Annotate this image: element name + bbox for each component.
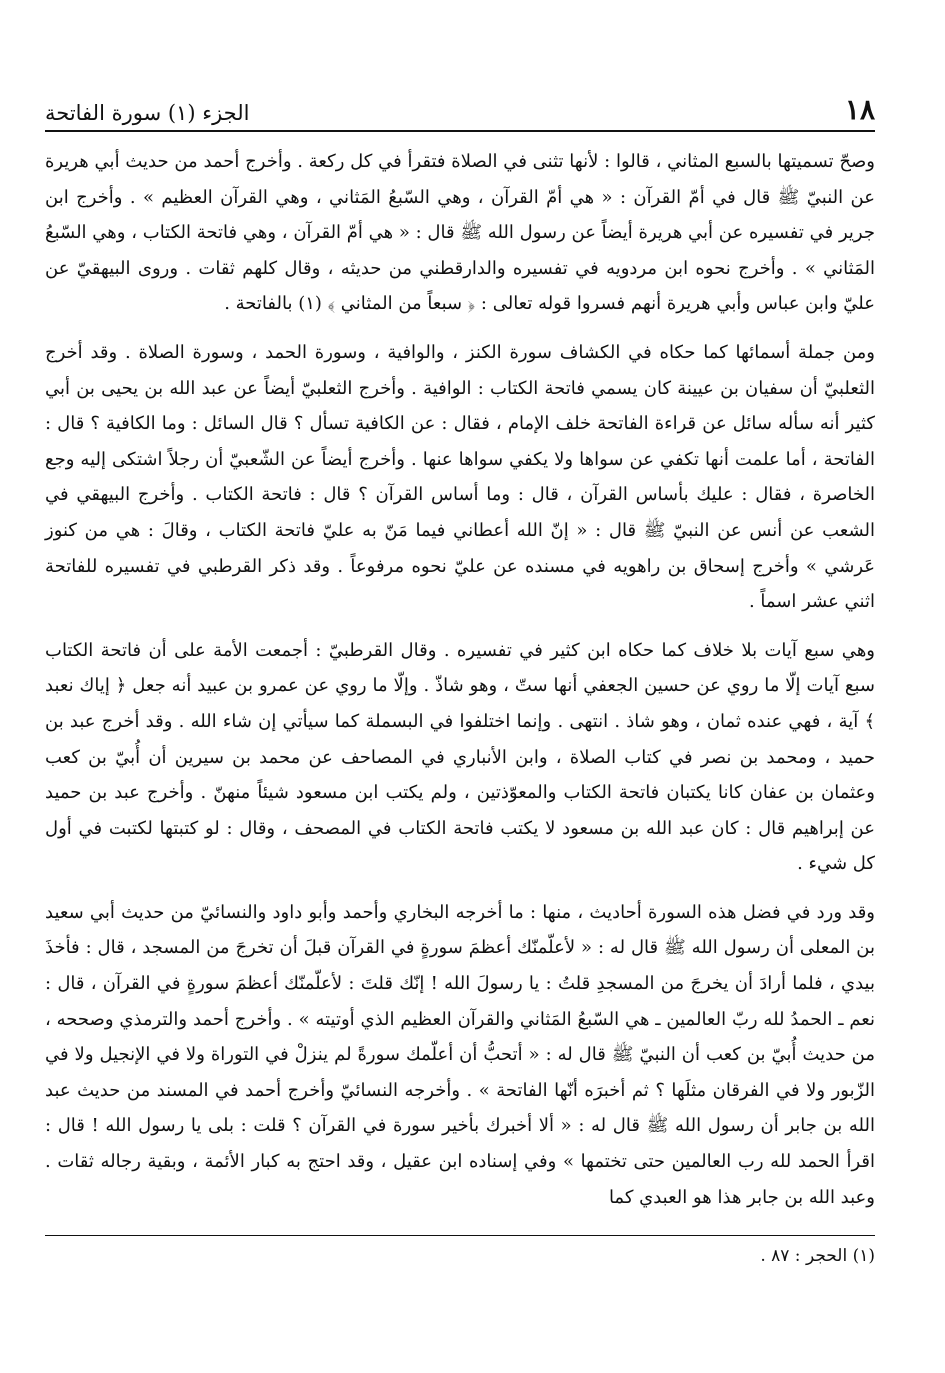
page-header (45, 82, 875, 132)
page-number: ١٨ (844, 93, 875, 126)
footnote: (١) الحجر : ٨٧ . (760, 1246, 875, 1266)
page-body (45, 132, 875, 1215)
running-title: الجزء (١) سورة الفاتحة (45, 101, 250, 125)
paragraph-virtues: وقد ورد في فضل هذه السورة أحاديث ، منها : ما أخرجه البخاري وأحمد وأبو داود والنسائيّ من حديث أبي سعيد بن المعلى أن رسول الله ﷺ قال له : « لأعلّمنّك أعظمَ سورةٍ في القرآن قبلَ أن تخرجَ من المسجد ، قال : فأخذَ بيدي ، فلما أرادَ أن يخرجَ من المسجدِ قلتُ : يا رسولَ الله ! إنّك قلتَ : لأعلّمنّك أعظمَ سورةٍ في القرآن ، قال : نعم ـ الحمدُ لله ربّ العالمين ـ هي السّبعُ المَثاني والقرآن العظيم الذي أوتيته » . وأخرج أحمد والترمذي وصححه ، من حديث أُبيّ بن كعب أن النبيّ ﷺ قال له : « أتحبُّ أن أعلّمك سورةً لم ينزلْ في التوراة ولا في الإنجيل ولا في الزّبور ولا في الفرقان مثلَها ؟ ثم أخبرَه أنّها الفاتحة » . وأخرجه النسائيّ وأخرج أحمد في المسند من حديث عبد الله بن جابر أن رسول الله ﷺ قال له : « ألا أخبرك بأخير سورة في القرآن ؟ قلت : بلى يا رسول الله ! قال : اقرأ الحمد لله رب العالمين حتى تختمها » وفي إسناده ابن عقيل ، وقد احتج به كبار الأئمة ، وبقية رجاله ثقات . وعبد الله بن جابر هذا هو العبدي كما (45, 901, 875, 1208)
paragraph-other-names: ومن جملة أسمائها كما حكاه في الكشاف سورة الكنز ، والوافية ، وسورة الحمد ، وسورة الصلاة . وقد أخرج الثعلبيّ أن سفيان بن عيينة كان يسمي فاتحة الكتاب : الوافية . وأخرج الثعلبيّ أيضاً عن عبد الله بن يحيى بن أبي كثير أنه سأله سائل عن قراءة الفاتحة خلف الإمام ، فقال : عن الكافية تسأل ؟ قال السائل : وما الكافية ؟ قال : الفاتحة ، أما علمت أنها تكفي عن سواها ولا يكفي سواها عنها . وأخرج أيضاً عن الشّعبيّ أن رجلاً اشتكى إليه وجع الخاصرة ، فقال : عليك بأساس القرآن ، قال : وما أساس القرآن ؟ قال : فاتحة الكتاب . وأخرج البيهقي في الشعب عن أنس عن النبيّ ﷺ قال : « إنّ الله أعطاني فيما مَنّ به عليّ فاتحة الكتاب ، وقالَ : هي من كنوز عَرشي » وأخرج إسحاق بن راهويه في مسنده عن عليّ نحوه مرفوعاً . وقد ذكر القرطبي في تفسيره للفاتحة اثني عشر اسماً . (45, 341, 875, 613)
paragraph-number-of-verses: وهي سبع آيات بلا خلاف كما حكاه ابن كثير في تفسيره . وقال القرطبيّ : أجمعت الأمة على أن فاتحة الكتاب سبع آيات إلّا ما روي عن حسين الجعفي أنها ستّ ، وهو شاذّ . وإلّا ما روي عن عمرو بن عبيد أنه جعل ﴿ إياك نعبد ﴾ آية ، فهي عنده ثمان ، وهو شاذ . انتهى . وإنما اختلفوا في البسملة كما سيأتي إن شاء الله . وقد أخرج عبد بن حميد ، ومحمد بن نصر في كتاب الصلاة ، وابن الأنباري في المصاحف عن محمد بن سيرين أن أُبيّ بن كعب وعثمان بن عفان كانا يكتبان فاتحة الكتاب والمعوّذتين ، ولم يكتب ابن مسعود شيئاً منهنّ . وأخرج عبد بن حميد عن إبراهيم قال : كان عبد الله بن مسعود لا يكتب فاتحة الكتاب في المصحف ، وقال : لو كتبتها لكتبت في أول كل شيء . (45, 639, 875, 875)
paragraph-names-sab-al-mathani: وصحّ تسميتها بالسبع المثاني ، قالوا : لأنها تثنى في الصلاة فتقرأ في كل ركعة . وأخرج أحمد من حديث أبي هريرة عن النبيّ ﷺ قال في أمّ القرآن : « هي أمّ القرآن ، وهي السّبعُ المَثاني ، وهي القرآن العظيم » . وأخرج ابن جرير في تفسيره عن أبي هريرة أيضاً عن رسول الله ﷺ قال : « هي أمّ القرآن ، وهي فاتحة الكتاب ، وهي السّبعُ المَثاني » . وأخرج نحوه ابن مردويه في تفسيره والدارقطني من حديثه ، وقال كلهم ثقات . وروى البيهقيّ عن عليّ وابن عباس وأبي هريرة أنهم فسروا قوله تعالى : ﴿ سبعاً من المثاني ﴾ (١) بالفاتحة . (45, 151, 875, 315)
footnote-divider (45, 1235, 875, 1236)
